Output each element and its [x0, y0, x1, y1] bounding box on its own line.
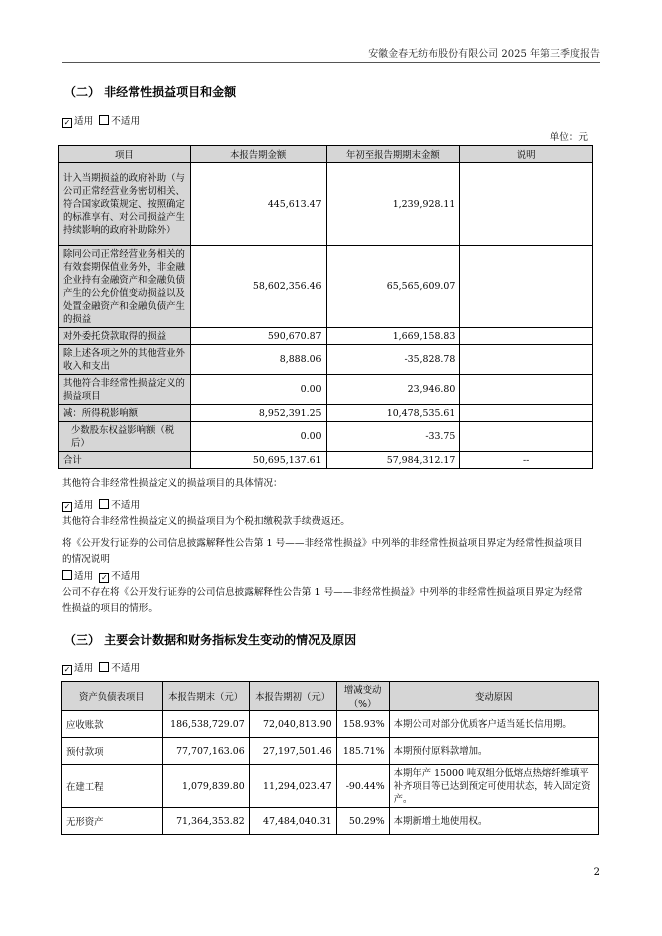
row-note [460, 246, 593, 328]
unchecked-checkbox-icon[interactable] [99, 662, 109, 672]
applicable-label: 适用 [74, 116, 94, 127]
row-item: 计入当期损益的政府补助（与公司正常经营业务密切相关、符合国家政策规定、按照确定的标准享有、对公司损益产生持续影响的政府补助除外） [59, 163, 191, 246]
defined-items-intro: 将《公开发行证券的公司信息披露解释性公告第 1 号——非经常性损益》中列举的非经常性损益项目界定为经常性损益项目的情况说明 [62, 538, 583, 565]
row-item: 应收账款 [62, 711, 163, 738]
applicable-label: 适用 [74, 571, 94, 582]
row-ytd: 1,239,928.11 [326, 163, 460, 246]
row-end: 77,707,163.06 [162, 738, 249, 765]
col-header: 本报告期金额 [190, 146, 326, 163]
row-change: 158.93% [336, 711, 389, 738]
row-item: 对外委托贷款取得的损益 [59, 328, 191, 345]
row-item: 无形资产 [62, 808, 163, 835]
checked-checkbox-icon[interactable]: ✓ [63, 665, 71, 674]
table-row [59, 328, 593, 345]
table-row [59, 246, 593, 328]
unchecked-checkbox-icon[interactable] [99, 499, 109, 509]
row-current: 445,613.47 [190, 163, 326, 246]
row-current: 0.00 [190, 375, 326, 405]
table-row [59, 163, 593, 246]
defined-items-applicability [62, 568, 140, 582]
row-reason: 本期年产 15000 吨双组分低熔点热熔纤维填平补齐项目等已达到预定可使用状态，转入固定资产。 [389, 765, 598, 808]
col-header: 资产负债表项目 [62, 682, 163, 711]
row-begin: 27,197,501.46 [249, 738, 336, 765]
header-divider [62, 62, 600, 63]
unit-label: 单位：元 [549, 132, 588, 143]
unchecked-checkbox-icon[interactable] [99, 115, 109, 125]
section3-heading: （三） 主要会计数据和财务指标发生变动的情况及原因 [64, 633, 357, 647]
applicable-label: 适用 [74, 663, 94, 674]
row-reason: 本期公司对部分优质客户适当延长信用期。 [389, 711, 598, 738]
row-change: 185.71% [336, 738, 389, 765]
row-begin: 47,484,040.31 [249, 808, 336, 835]
row-ytd: -35,828.78 [326, 345, 460, 375]
row-current: 0.00 [190, 422, 326, 452]
row-current: 590,670.87 [190, 328, 326, 345]
col-header: 本报告期初（元） [249, 682, 336, 711]
checked-checkbox-icon[interactable]: ✓ [100, 573, 108, 582]
section2-heading: （二） 非经常性损益项目和金额 [64, 85, 237, 99]
unchecked-checkbox-icon[interactable] [62, 570, 72, 580]
row-item: 少数股东权益影响额（税后） [59, 422, 191, 452]
report-header-title: 安徽金春无纺布股份有限公司 2025 年第三季度报告 [368, 49, 600, 60]
table-row [62, 808, 599, 835]
row-ytd: 10,478,535.61 [326, 405, 460, 422]
row-note [460, 163, 593, 246]
row-change: 50.29% [336, 808, 389, 835]
table-row [62, 711, 599, 738]
col-header: 增减变动（%） [336, 682, 389, 711]
row-item: 除同公司正常经营业务相关的有效套期保值业务外，非金融企业持有金融资产和金融负债产生的公允价值变动损益以及处置金融资产和金融负债产生的损益 [59, 246, 191, 328]
table-row [59, 375, 593, 405]
table-row [59, 422, 593, 452]
non-recurring-table [58, 145, 593, 469]
row-ytd: 1,669,158.83 [326, 328, 460, 345]
row-item: 预付款项 [62, 738, 163, 765]
row-end: 71,364,353.82 [162, 808, 249, 835]
row-item: 在建工程 [62, 765, 163, 808]
col-header: 年初至报告期期末金额 [326, 146, 460, 163]
table-total-row [59, 452, 593, 469]
not-applicable-label: 不适用 [111, 500, 141, 511]
row-item: 合计 [59, 452, 191, 469]
row-current: 50,695,137.61 [190, 452, 326, 469]
col-header: 本报告期末（元） [162, 682, 249, 711]
col-header: 项目 [59, 146, 191, 163]
checked-checkbox-icon[interactable]: ✓ [63, 502, 71, 511]
not-applicable-label: 不适用 [111, 116, 141, 127]
other-items-applicability [62, 497, 140, 511]
row-item: 其他符合非经常性损益定义的损益项目 [59, 375, 191, 405]
row-ytd: -33.75 [326, 422, 460, 452]
table-header-row [59, 146, 593, 163]
table-row [62, 765, 599, 808]
row-ytd: 57,984,312.17 [326, 452, 460, 469]
other-items-description: 其他符合非经常性损益定义的损益项目为个税扣缴税款手续费返还。 [62, 516, 350, 527]
table-row [59, 345, 593, 375]
applicable-label: 适用 [74, 500, 94, 511]
row-item: 除上述各项之外的其他营业外收入和支出 [59, 345, 191, 375]
not-applicable-label: 不适用 [111, 663, 141, 674]
table-row [62, 738, 599, 765]
row-current: 8,888.06 [190, 345, 326, 375]
row-note [460, 328, 593, 345]
other-items-intro: 其他符合非经常性损益定义的损益项目的具体情况： [62, 478, 283, 489]
row-note [460, 345, 593, 375]
row-begin: 11,294,023.47 [249, 765, 336, 808]
row-end: 1,079,839.80 [162, 765, 249, 808]
row-ytd: 23,946.80 [326, 375, 460, 405]
section2-applicability [62, 113, 140, 127]
row-current: 58,602,356.46 [190, 246, 326, 328]
col-header: 说明 [460, 146, 593, 163]
row-note: -- [460, 452, 593, 469]
table-row [59, 405, 593, 422]
page-number: 2 [593, 867, 600, 878]
row-ytd: 65,565,609.07 [326, 246, 460, 328]
row-current: 8,952,391.25 [190, 405, 326, 422]
row-reason: 本期预付原料款增加。 [389, 738, 598, 765]
row-note [460, 405, 593, 422]
not-applicable-label: 不适用 [111, 571, 141, 582]
table-header-row [62, 682, 599, 711]
defined-items-description: 公司不存在将《公开发行证券的公司信息披露解释性公告第 1 号——非经常性损益》中列举的非经常性损益项目界定为经常性损益的项目的情形。 [62, 587, 583, 614]
checked-checkbox-icon[interactable]: ✓ [63, 118, 71, 127]
row-end: 186,538,729.07 [162, 711, 249, 738]
row-change: -90.44% [336, 765, 389, 808]
row-item: 减：所得税影响额 [59, 405, 191, 422]
col-header: 变动原因 [389, 682, 598, 711]
row-begin: 72,040,813.90 [249, 711, 336, 738]
row-reason: 本期新增土地使用权。 [389, 808, 598, 835]
row-note [460, 422, 593, 452]
financial-change-table [61, 681, 599, 835]
row-note [460, 375, 593, 405]
section3-applicability [62, 660, 140, 674]
